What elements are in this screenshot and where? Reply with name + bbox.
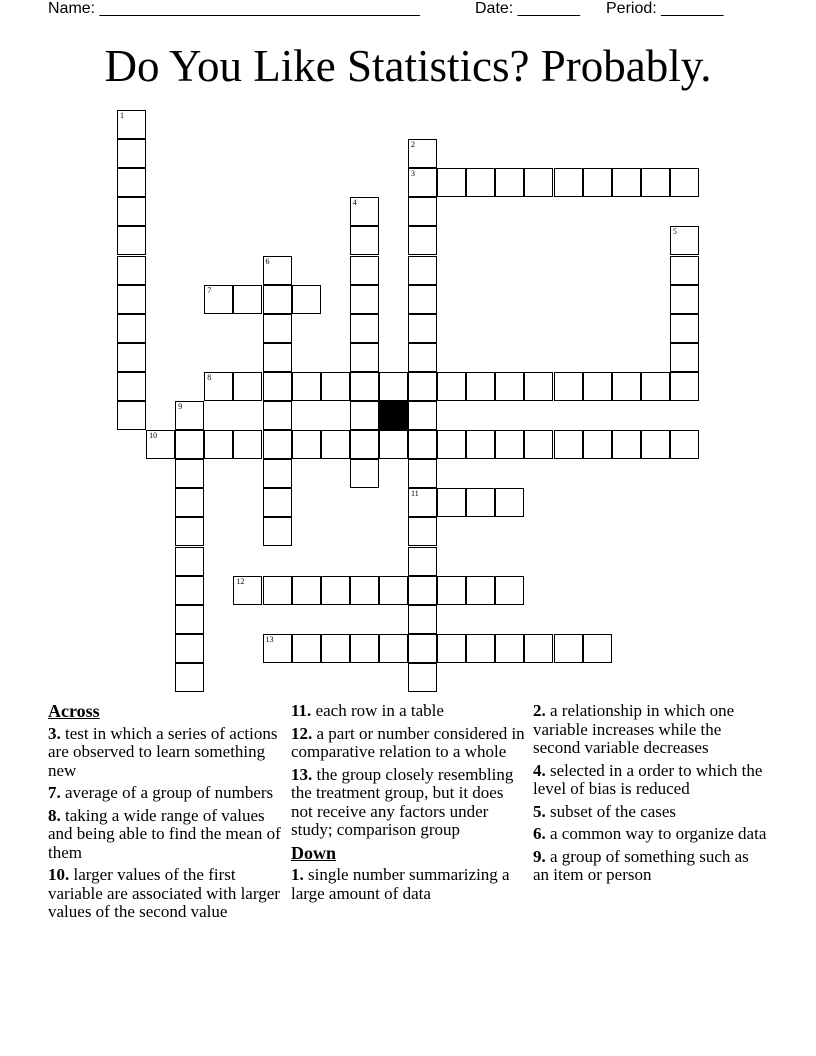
crossword-cell[interactable] (408, 372, 437, 401)
crossword-cell[interactable] (117, 372, 146, 401)
crossword-cell[interactable] (117, 139, 146, 168)
crossword-cell[interactable] (117, 285, 146, 314)
crossword-cell[interactable] (350, 285, 379, 314)
clue-item-number: 4. (533, 760, 546, 780)
crossword-cell[interactable] (408, 401, 437, 430)
crossword-cell[interactable] (408, 634, 437, 663)
crossword-cell[interactable] (175, 459, 204, 488)
crossword-cell[interactable] (233, 430, 262, 459)
crossword-cell[interactable] (117, 256, 146, 285)
crossword-cell[interactable] (408, 547, 437, 576)
clue-column-2 (291, 702, 527, 907)
crossword-cell[interactable] (524, 430, 553, 459)
crossword-cell[interactable] (263, 576, 292, 605)
crossword-cell[interactable] (175, 488, 204, 517)
crossword-cell[interactable] (495, 372, 524, 401)
crossword-cell[interactable] (408, 343, 437, 372)
crossword-cell[interactable] (524, 372, 553, 401)
crossword-cell[interactable] (583, 430, 612, 459)
crossword-cell[interactable] (321, 576, 350, 605)
crossword-cell[interactable] (641, 168, 670, 197)
clue-item-text: the group closely resembling the treatment group, but it does not receive any factors under study; comparison group (291, 764, 514, 839)
crossword-cell[interactable] (612, 372, 641, 401)
clue-number: 9 (178, 402, 183, 411)
clue-item-text: a common way to organize data (545, 824, 767, 843)
crossword-cell[interactable] (408, 663, 437, 692)
crossword-cell[interactable] (263, 372, 292, 401)
crossword-cell[interactable] (495, 488, 524, 517)
crossword-cell[interactable] (408, 168, 437, 197)
clue-number: 8 (207, 372, 212, 382)
crossword-cell[interactable] (554, 168, 583, 197)
crossword-cell[interactable] (175, 517, 204, 546)
crossword-cell[interactable] (641, 372, 670, 401)
crossword-cell[interactable] (466, 430, 495, 459)
clue-item (48, 725, 284, 781)
crossword-cell[interactable] (233, 576, 262, 605)
down-heading: Down (291, 842, 337, 863)
crossword-cell[interactable] (350, 459, 379, 488)
crossword-cell[interactable] (321, 430, 350, 459)
clue-item (533, 762, 769, 799)
crossword-cell[interactable] (437, 488, 466, 517)
clue-item-text: test in which a series of actions are observed to learn something new (48, 723, 278, 780)
clue-item-text: subset of the cases (545, 801, 677, 821)
crossword-cell[interactable] (379, 372, 408, 401)
crossword-cell[interactable] (263, 488, 292, 517)
crossword-cell[interactable] (408, 226, 437, 255)
clue-item (48, 784, 284, 803)
crossword-cell[interactable] (350, 226, 379, 255)
crossword-cell[interactable] (117, 168, 146, 197)
crossword-cell[interactable] (204, 285, 233, 314)
clue-item (533, 803, 769, 822)
clue-number: 12 (236, 576, 245, 586)
page-title: Do You Like Statistics? Probably. (104, 41, 712, 91)
crossword-cell[interactable] (263, 459, 292, 488)
crossword-cell[interactable] (408, 139, 437, 168)
crossword-cell[interactable] (466, 488, 495, 517)
clue-number: 6 (265, 256, 270, 266)
crossword-cell[interactable] (263, 256, 292, 285)
clue-column-3 (533, 702, 769, 889)
crossword-cell[interactable] (175, 430, 204, 459)
clue-item-text: a group of something such as an item or person (533, 846, 749, 884)
clue-item (48, 866, 284, 922)
clue-item-number: 10. (48, 865, 70, 884)
crossword-cell[interactable] (437, 168, 466, 197)
crossword-cell[interactable] (292, 372, 321, 401)
crossword-cell[interactable] (408, 197, 437, 226)
crossword-cell[interactable] (437, 634, 466, 663)
crossword-cell[interactable] (175, 663, 204, 692)
period-field-label[interactable]: Period: _______ (606, 0, 724, 17)
crossword-cell[interactable] (408, 605, 437, 634)
crossword-cell[interactable] (437, 430, 466, 459)
clue-item-number: 12. (291, 723, 313, 743)
crossword-cell[interactable] (495, 430, 524, 459)
clue-item (291, 702, 527, 721)
crossword-cell[interactable] (117, 401, 146, 430)
crossword-cell[interactable] (408, 488, 437, 517)
crossword-cell[interactable] (292, 285, 321, 314)
clue-number: 1 (120, 111, 124, 120)
clue-number: 3 (411, 169, 415, 179)
crossword-cell[interactable] (408, 459, 437, 488)
clue-item-text: larger values of the first variable are associated with larger values of the second value (48, 865, 280, 921)
crossword-cell[interactable] (117, 197, 146, 226)
crossword-cell[interactable] (437, 576, 466, 605)
crossword-cell[interactable] (321, 372, 350, 401)
crossword-cell[interactable] (175, 547, 204, 576)
crossword-cell[interactable] (350, 197, 379, 226)
crossword-cell[interactable] (175, 576, 204, 605)
clue-item-text: selected in a order to which the level of bias is reduced (533, 760, 763, 798)
crossword-cell[interactable] (350, 343, 379, 372)
clue-item (48, 807, 284, 863)
crossword-cell[interactable] (408, 430, 437, 459)
crossword-cell[interactable] (292, 576, 321, 605)
crossword-cell[interactable] (495, 576, 524, 605)
crossword-cell[interactable] (175, 634, 204, 663)
clue-item-text: taking a wide range of values and being able to find the mean of them (48, 805, 281, 862)
crossword-cell[interactable] (612, 168, 641, 197)
crossword-cell[interactable] (379, 430, 408, 459)
clue-number: 4 (352, 198, 357, 208)
crossword-cell[interactable] (466, 372, 495, 401)
clue-item-number: 5. (533, 801, 546, 821)
clue-item-text: average of a group of numbers (60, 783, 274, 802)
crossword-cell[interactable] (670, 285, 699, 314)
clue-item-number: 9. (533, 846, 546, 866)
clue-item-text: each row in a table (311, 701, 444, 720)
crossword-cell[interactable] (670, 226, 699, 255)
crossword-cell[interactable] (292, 634, 321, 663)
clue-item (533, 702, 769, 758)
crossword-cell[interactable] (408, 285, 437, 314)
crossword-cell[interactable] (350, 314, 379, 343)
crossword-cell[interactable] (263, 314, 292, 343)
clue-number: 10 (149, 431, 158, 441)
crossword-cell[interactable] (350, 256, 379, 285)
crossword-cell[interactable] (204, 372, 233, 401)
clue-column-1 (48, 702, 284, 926)
clue-number: 5 (672, 227, 677, 237)
crossword-cell[interactable] (321, 634, 350, 663)
clue-number: 7 (207, 285, 212, 295)
crossword-cell[interactable] (466, 576, 495, 605)
crossword-cell[interactable] (524, 168, 553, 197)
crossword-cell[interactable] (466, 634, 495, 663)
crossword-cell[interactable] (117, 226, 146, 255)
clue-item-number: 11. (291, 701, 312, 720)
crossword-cell[interactable] (583, 168, 612, 197)
crossword-cell[interactable] (117, 110, 146, 139)
clue-item (291, 725, 527, 762)
date-field-label[interactable]: Date: _______ (475, 0, 580, 17)
clue-item (291, 866, 527, 903)
crossword-cell[interactable] (495, 634, 524, 663)
clue-item-text: a part or number considered in comparative relation to a whole (291, 723, 525, 761)
crossword-cell[interactable] (554, 430, 583, 459)
crossword-cell[interactable] (175, 605, 204, 634)
crossword-cell[interactable] (583, 372, 612, 401)
crossword-cell[interactable] (233, 285, 262, 314)
crossword-cell[interactable] (524, 634, 553, 663)
crossword-cell[interactable] (350, 401, 379, 430)
crossword-cell[interactable] (408, 576, 437, 605)
crossword-cell[interactable] (175, 401, 204, 430)
crossword-cell[interactable] (670, 430, 699, 459)
clue-item-text: a relationship in which one variable increases while the second variable decreases (533, 701, 735, 757)
clue-item-number: 7. (48, 783, 61, 802)
clue-item-number: 2. (533, 701, 546, 720)
clue-number: 11 (411, 489, 419, 499)
crossword-cell[interactable] (670, 372, 699, 401)
crossword-cell[interactable] (263, 401, 292, 430)
crossword-cell[interactable] (641, 430, 670, 459)
crossword-cell[interactable] (612, 430, 641, 459)
crossword-cell[interactable] (408, 256, 437, 285)
crossword-cell[interactable] (379, 634, 408, 663)
crossword-cell[interactable] (263, 430, 292, 459)
crossword-cell[interactable] (437, 372, 466, 401)
blocked-cell (379, 401, 408, 430)
crossword-cell[interactable] (408, 517, 437, 546)
crossword-cell[interactable] (233, 372, 262, 401)
clue-item-number: 13. (291, 764, 313, 784)
crossword-cell[interactable] (350, 576, 379, 605)
clue-number: 2 (411, 140, 415, 150)
across-heading: Across (48, 701, 100, 721)
clue-item (533, 825, 769, 844)
crossword-cell[interactable] (495, 168, 524, 197)
crossword-cell[interactable] (670, 343, 699, 372)
crossword-cell[interactable] (350, 634, 379, 663)
crossword-cell[interactable] (379, 576, 408, 605)
crossword-cell[interactable] (670, 168, 699, 197)
crossword-cell[interactable] (350, 372, 379, 401)
crossword-cell[interactable] (670, 256, 699, 285)
clue-item-text: single number summarizing a large amount of data (291, 865, 510, 903)
name-field-label[interactable]: Name: ____________________________________ (48, 0, 420, 17)
crossword-cell[interactable] (146, 430, 175, 459)
crossword-cell[interactable] (408, 314, 437, 343)
clue-item-number: 8. (48, 805, 61, 825)
crossword-cell[interactable] (292, 430, 321, 459)
clue-item-number: 6. (533, 824, 546, 843)
clue-item (291, 766, 527, 840)
crossword-cell[interactable] (554, 634, 583, 663)
crossword-cell[interactable] (583, 634, 612, 663)
clue-item (533, 848, 769, 885)
clue-number: 13 (265, 634, 274, 644)
crossword-cell[interactable] (263, 343, 292, 372)
crossword-cell[interactable] (204, 430, 233, 459)
clue-item-number: 3. (48, 723, 61, 743)
crossword-cell[interactable] (554, 372, 583, 401)
crossword-cell[interactable] (670, 314, 699, 343)
crossword-cell[interactable] (117, 343, 146, 372)
crossword-cell[interactable] (117, 314, 146, 343)
crossword-cell[interactable] (350, 430, 379, 459)
crossword-cell[interactable] (466, 168, 495, 197)
clue-item-number: 1. (291, 865, 304, 884)
crossword-cell[interactable] (263, 285, 292, 314)
crossword-cell[interactable] (263, 634, 292, 663)
crossword-cell[interactable] (263, 517, 292, 546)
